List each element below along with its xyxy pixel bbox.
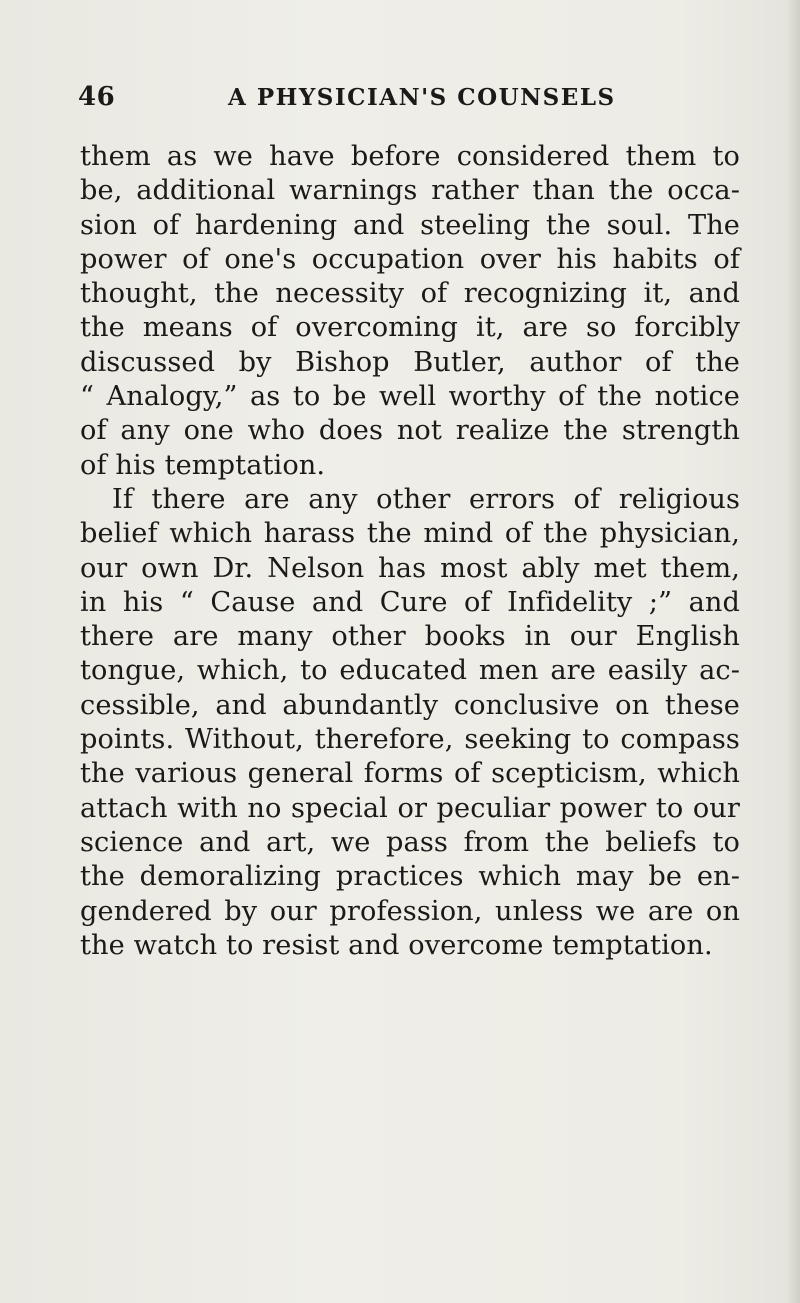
text-line: discussed by Bishop Butler, author of the bbox=[80, 346, 740, 378]
running-head: A PHYSICIAN'S COUNSELS bbox=[228, 84, 616, 111]
text-line: the watch to resist and overcome temptation. bbox=[80, 929, 713, 961]
text-line: thought, the necessity of recognizing it, and bbox=[80, 278, 740, 310]
text-line: the demoralizing practices which may be en- bbox=[80, 861, 740, 893]
text-line: If there are any other errors of religious bbox=[112, 483, 740, 515]
text-line: our own Dr. Nelson has most ably met them, bbox=[80, 552, 740, 584]
text-line: of any one who does not realize the strength bbox=[80, 415, 740, 447]
text-line: be, additional warnings rather than the occa- bbox=[80, 175, 740, 207]
page-header bbox=[78, 82, 728, 122]
text-line: the means of overcoming it, are so forcibly bbox=[80, 312, 740, 344]
body-text bbox=[80, 140, 740, 963]
text-line: the various general forms of scepticism, which bbox=[80, 758, 740, 790]
text-line: points. Without, therefore, seeking to compass bbox=[80, 724, 740, 756]
text-line: of his temptation. bbox=[80, 449, 326, 481]
text-line: power of one's occupation over his habits of bbox=[80, 243, 740, 275]
text-line: there are many other books in our English bbox=[80, 621, 740, 653]
text-line: attach with no special or peculiar power to our bbox=[80, 792, 740, 824]
page-edge-shadow bbox=[786, 0, 800, 1303]
page-number: 46 bbox=[78, 82, 116, 112]
text-line: “ Analogy,” as to be well worthy of the notice bbox=[80, 381, 740, 413]
text-line: in his “ Cause and Cure of Infidelity ;” and bbox=[80, 586, 740, 618]
text-line: science and art, we pass from the beliefs to bbox=[80, 826, 740, 858]
text-line: gendered by our profession, unless we are on bbox=[80, 895, 740, 927]
text-line: sion of hardening and steeling the soul. The bbox=[80, 209, 740, 241]
text-line: tongue, which, to educated men are easily ac- bbox=[80, 655, 740, 687]
text-line: cessible, and abundantly conclusive on these bbox=[80, 689, 740, 721]
text-line: them as we have before considered them to bbox=[80, 141, 740, 172]
text-line: belief which harass the mind of the physician, bbox=[80, 518, 740, 550]
